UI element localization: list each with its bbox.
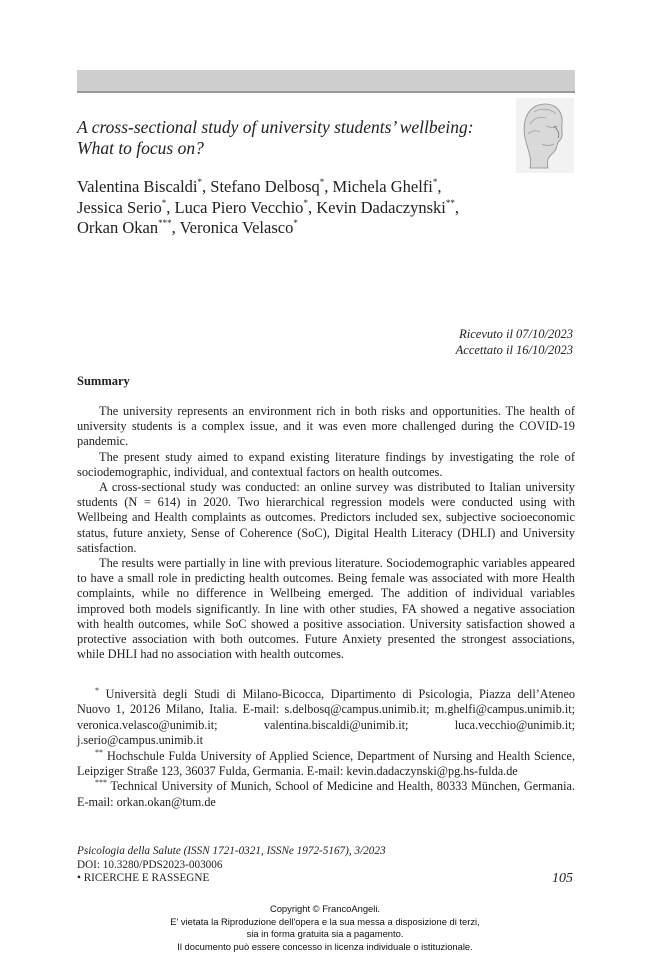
author-name: Veronica Velasco <box>179 218 294 237</box>
affiliation-mark: * <box>161 197 167 208</box>
summary-paragraph: The present study aimed to expand existing literature findings by investigating the role of sociodemographic, individual, and contextual factors on health outcomes. <box>77 449 575 479</box>
author-separator: , <box>324 177 333 196</box>
footnote <box>77 779 575 810</box>
summary-paragraph: The results were partially in line with previous literature. Sociodemographic variables appeared to have a small role in predicting health outcomes. Being female was associated with more Health complaints, while no difference in Wellbeing emerged. The addition of individual variables improved both models significantly. In line with other studies, FA showed a negative association with health outcomes, while SoC showed a positive association. University satisfaction showed a protective association with both outcomes. Future Anxiety presented the strongest associations, while DHLI had no association with health outcomes. <box>77 556 575 662</box>
author-separator: , <box>454 197 459 217</box>
portrait-icon <box>516 98 574 173</box>
footnote-text: Università degli Studi di Milano-Bicocca, Dipartimento di Psicologia, Piazza dell’Ateneo Nuovo 1, 20126 Milano, Italia. E-mail: s.delbosq@campus.unimib.it; m.ghelfi@campus.unimib.it; veronica.velasco@unimib.it; valentina.biscaldi@unimib.it; luca.vecchio@unimib.it; j.serio@campus.unimib.it <box>77 687 575 748</box>
page-number: 105 <box>552 871 573 886</box>
affiliation-mark: * <box>432 177 438 187</box>
journal-doi: DOI: 10.3280/PDS2023-003006 <box>77 858 223 871</box>
author-separator: , <box>202 177 211 196</box>
header-band <box>77 70 575 91</box>
author-list <box>77 177 575 239</box>
author-separator: , <box>307 197 317 217</box>
author-separator: , <box>171 218 180 237</box>
footnote-mark: *** <box>95 778 107 788</box>
affiliation-mark: * <box>197 177 203 187</box>
submission-dates <box>300 326 573 358</box>
footnote-text: Hochschule Fulda University of Applied Science, Department of Nursing and Health Science, Leipziger Straße 123, 36037 Fulda, Germania. E-mail: kevin.dadaczynski@pg.hs-fulda.de <box>77 748 575 779</box>
author-name: Michela Ghelfi <box>332 177 433 196</box>
footnote-text: Technical University of Munich, School of Medicine and Health, 80333 München, Germania. E-mail: orkan.okan@tum.de <box>77 779 575 809</box>
author-name: Orkan Okan <box>77 218 159 237</box>
summary-paragraph: The university represents an environment rich in both risks and opportunities. The health of university students is a complex issue, and it was even more challenged during the COVID-19 pandemic. <box>77 404 575 449</box>
title-line-1: A cross-sectional study of university students’ wellbeing: <box>77 117 474 137</box>
author-name: Jessica Serio <box>77 197 162 217</box>
copyright-line: Copyright © FrancoAngeli. <box>269 903 381 914</box>
title-line-2: What to focus on? <box>77 138 204 158</box>
summary-paragraph: A cross-sectional study was conducted: an online survey was distributed to Italian university students (N = 614) in 2020. Two hierarchical regression models were conducted using with Wellbeing and Health complaints as outcomes. Predictors included sex, subjective socioeconomic status, future anxiety, Sense of Coherence (SoC), Digital Health Literacy (DHLI) and University satisfaction. <box>77 480 575 555</box>
received-date: Ricevuto il 07/10/2023 <box>459 327 573 341</box>
author-separator: , <box>166 197 175 217</box>
journal-section: • RICERCHE E RASSEGNE <box>77 872 210 884</box>
footnote-mark: * <box>95 686 99 695</box>
header-rule <box>77 91 575 93</box>
copyright-notice <box>0 903 650 953</box>
accepted-date: Accettato il 16/10/2023 <box>455 343 573 357</box>
author-name: Stefano Delbosq <box>210 177 320 196</box>
article-title <box>77 117 517 159</box>
author-name: Luca Piero Vecchio <box>174 197 304 217</box>
affiliation-mark: * <box>303 197 308 208</box>
author-name: Kevin Dadaczynski <box>316 197 446 217</box>
footnote-mark: ** <box>95 747 103 757</box>
summary-body <box>77 404 575 662</box>
affiliation-mark: ** <box>445 197 455 208</box>
summary-heading: Summary <box>77 374 130 388</box>
copyright-line: E' vietata la Riproduzione dell'opera e la sua messa a disposizione di terzi, <box>170 915 480 927</box>
author-name: Valentina Biscaldi <box>77 177 198 196</box>
journal-citation: Psicologia della Salute (ISSN 1721-0321, ISSNe 1972-5167), 3/2023 <box>77 845 386 857</box>
affiliation-footnotes <box>77 687 575 810</box>
affiliation-mark: * <box>319 177 325 187</box>
journal-info <box>77 845 575 886</box>
copyright-line: Il documento può essere concesso in licenza individuale o istituzionale. <box>177 940 473 952</box>
copyright-line: sia in forma gratuita sia a pagamento. <box>246 928 404 939</box>
affiliation-mark: *** <box>158 218 172 228</box>
footnote <box>77 687 575 749</box>
author-separator: , <box>437 177 442 196</box>
affiliation-mark: * <box>293 218 298 228</box>
footnote <box>77 749 575 780</box>
